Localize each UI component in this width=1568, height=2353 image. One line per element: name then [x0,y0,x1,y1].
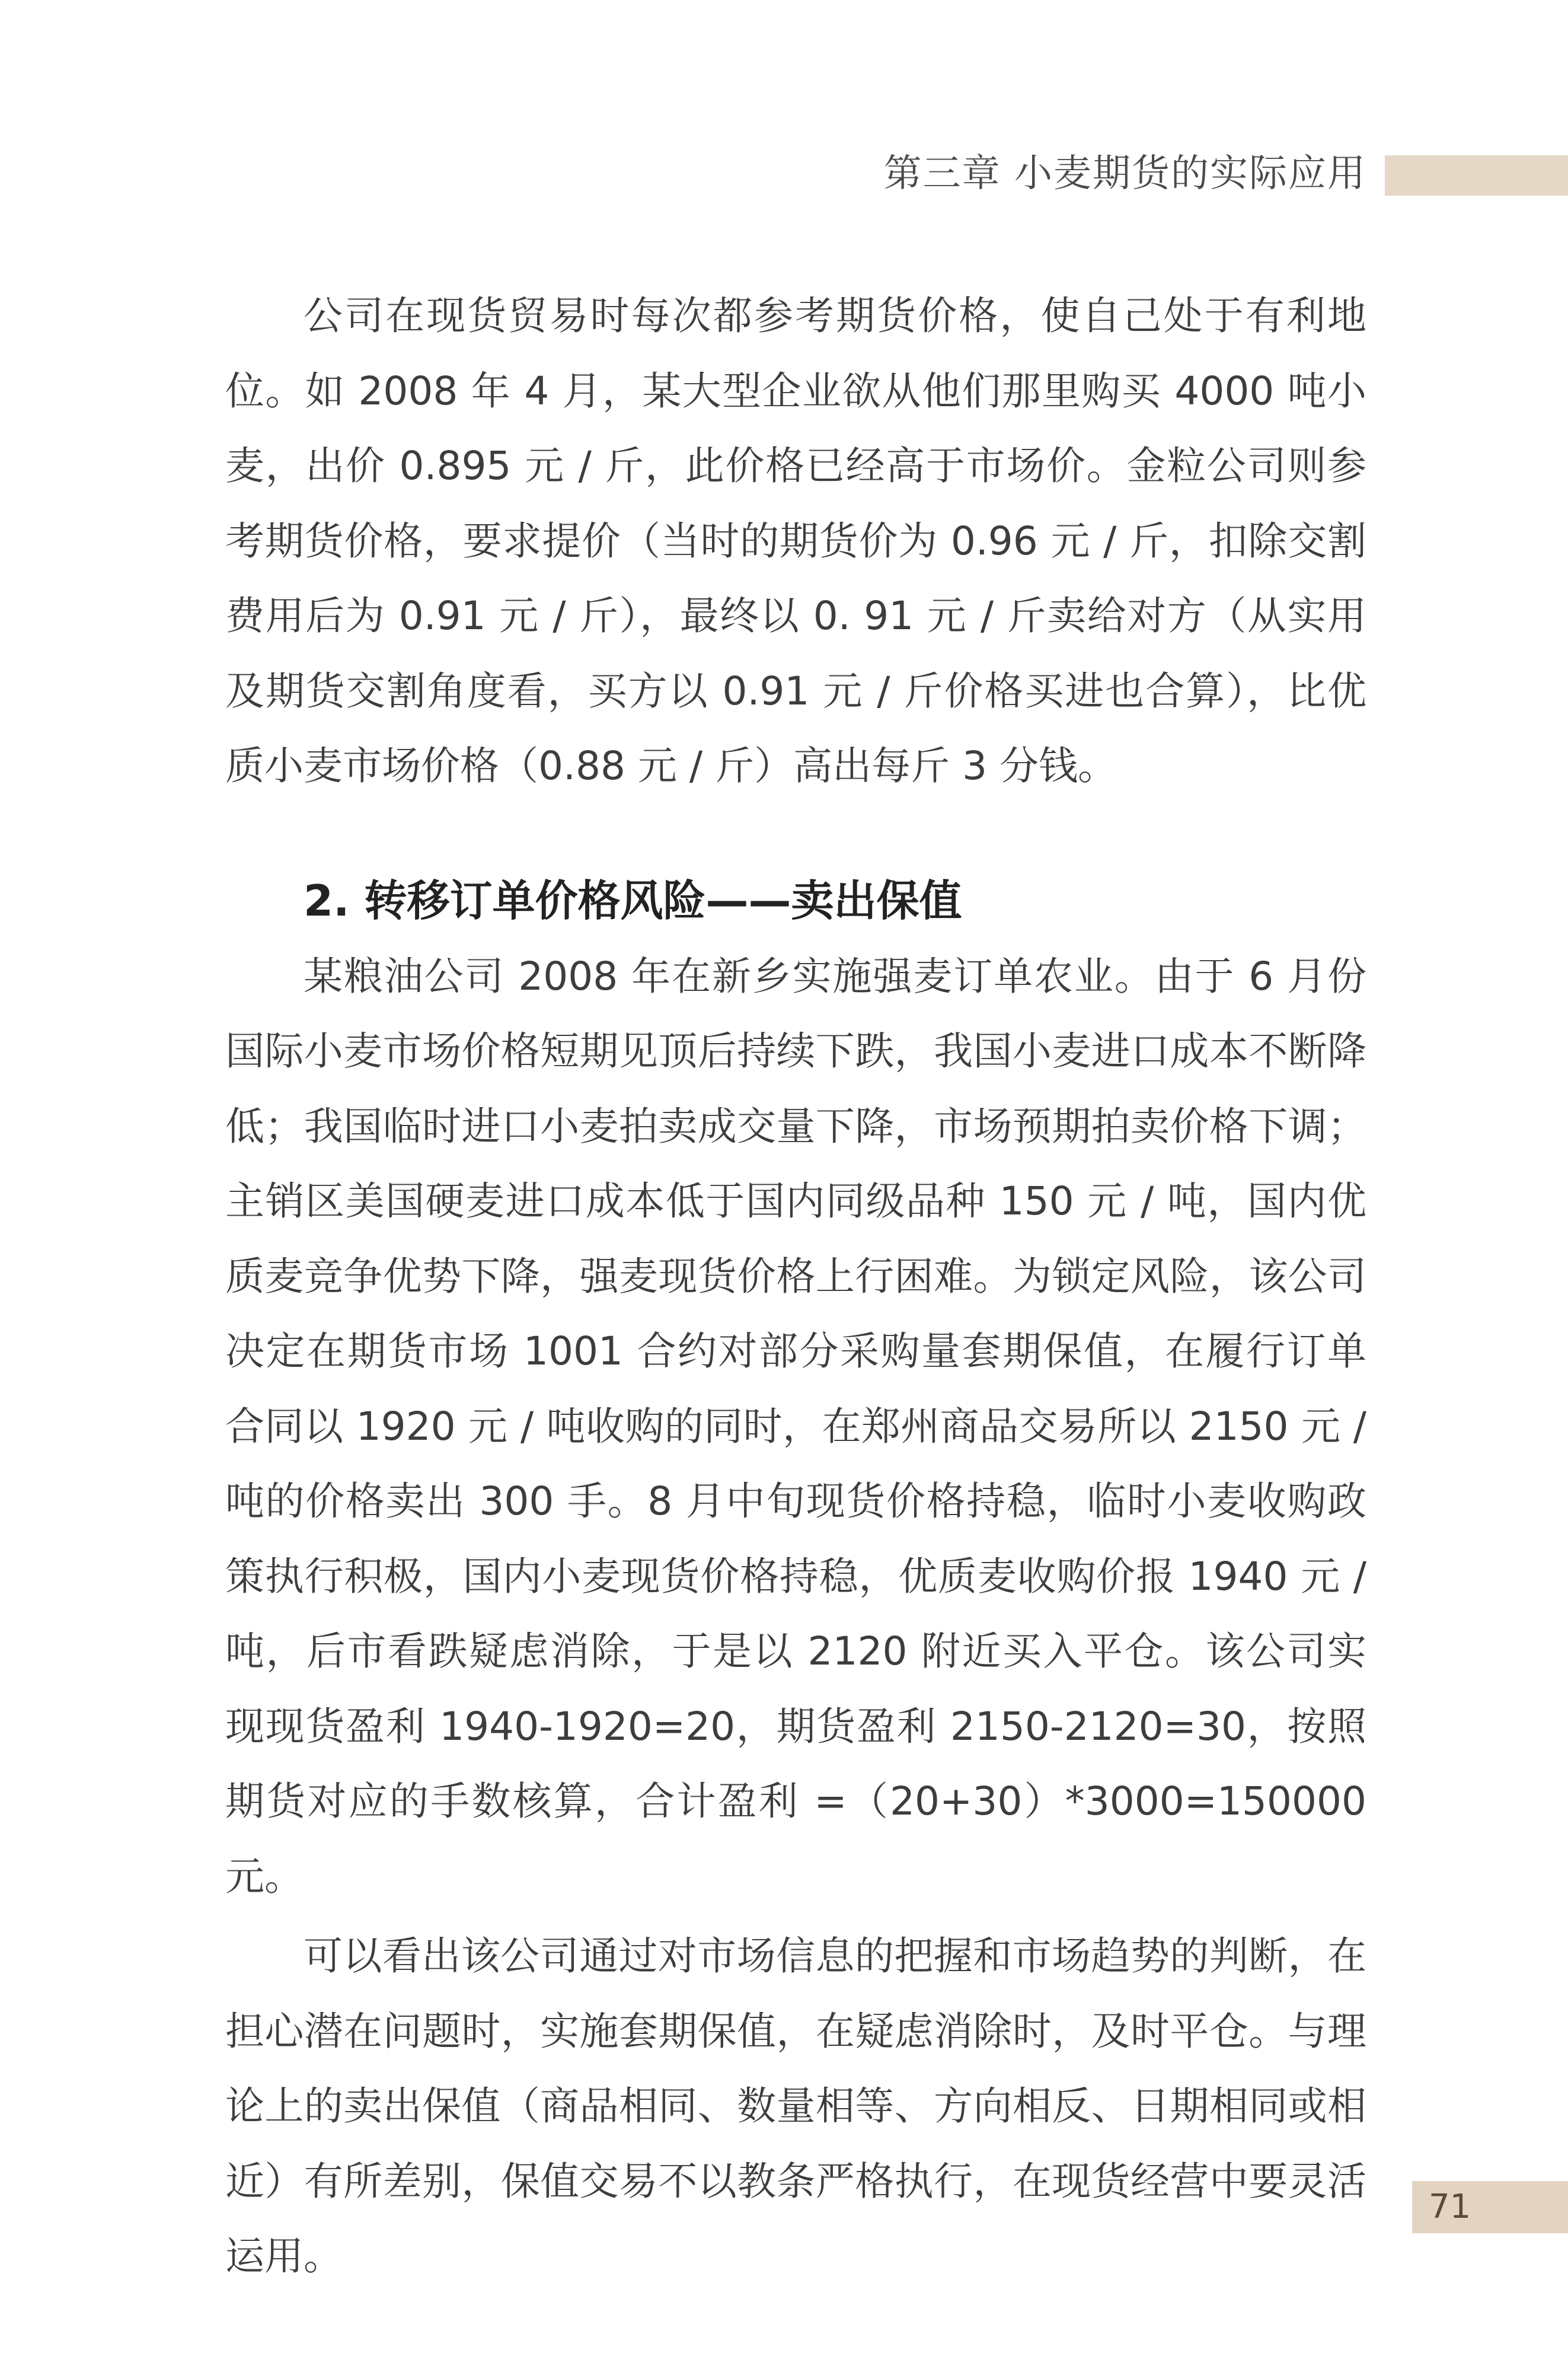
chapter-title: 第三章 小麦期货的实际应用 [883,152,1366,196]
page-number-box [1412,2181,1568,2233]
paragraph-2: 某粮油公司 2008 年在新乡实施强麦订单农业。由于 6 月份国际小麦市场价格短期见顶后持续下跌，我国小麦进口成本不断降低；我国临时进口小麦拍卖成交量下降，市场预期拍卖价格下调；主销区美国硬麦进口成本低于国内同级品种 150 元 / 吨，国内优质麦竞争优势下降，强麦现货价格上行困难。为锁定风险，该公司决定在期货市场 1001 合约对部分采购量套期保值，在履行订单合同以 1920 元 / 吨收购的同时，在郑州商品交易所以 2150 元 / 吨的价格卖出 300 手。8 月中旬现货价格持稳，临时小麦收购政策执行积极，国内小麦现货价格持稳，优质麦收购价报 1940 元 / 吨，后市看跌疑虑消除，于是以 2120 附近买入平仓。该公司实现现货盈利 1940-1920=20，期货盈利 2150-2120=30，按照期货对应的手数核算，合计盈利 =（20+30）*3000=150000 元。 [225,953,1366,1899]
header-accent-bar [1385,155,1568,196]
section-heading: 2. 转移订单价格风险——卖出保值 [304,875,962,926]
paragraph-3: 可以看出该公司通过对市场信息的把握和市场趋势的判断，在担心潜在问题时，实施套期保值，在疑虑消除时，及时平仓。与理论上的卖出保值（商品相同、数量相等、方向相反、日期相同或相近）有所差别，保值交易不以教条严格执行，在现货经营中要灵活运用。 [225,1933,1366,2279]
paragraph-1: 公司在现货贸易时每次都参考期货价格，使自己处于有利地位。如 2008 年 4 月，某大型企业欲从他们那里购买 4000 吨小麦，出价 0.895 元 / 斤，此价格已经高于市场价。金粒公司则参考期货价格，要求提价（当时的期货价为 0.96 元 / 斤，扣除交割费用后为 0.91 元 / 斤），最终以 0. 91 元 / 斤卖给对方（从实用及期货交割角度看，买方以 0.91 元 / 斤价格买进也合算），比优质小麦市场价格（0.88 元 / 斤）高出每斤 3 分钱。 [225,293,1366,789]
page-body [225,279,1366,2294]
page-number: 71 [1429,2188,1471,2226]
